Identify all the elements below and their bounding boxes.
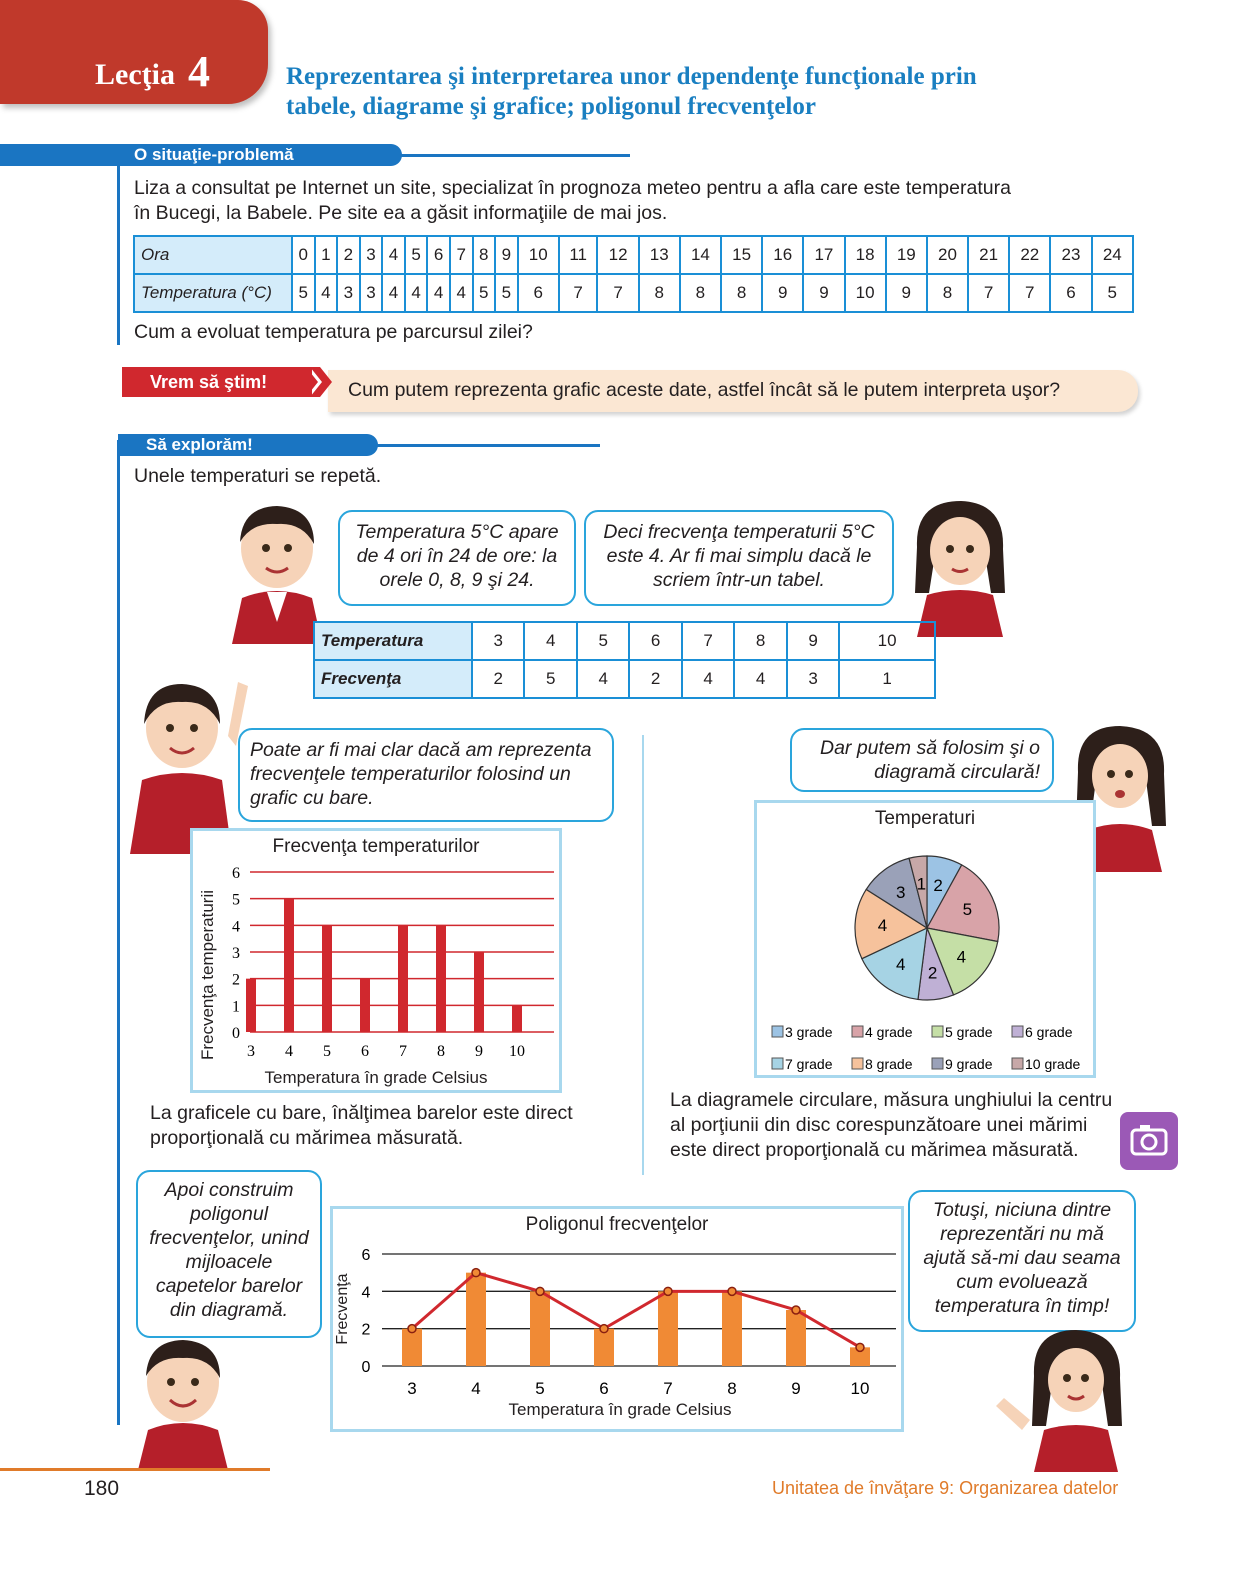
- freq-value-cell: 2: [472, 660, 524, 698]
- temp-cell: 5: [473, 274, 496, 312]
- bar: [474, 952, 484, 1032]
- bubble-boy-2: Poate ar fi mai clar dacă am reprezenta frecvenţele temperaturilor folosind un grafic cu bare.: [238, 728, 614, 822]
- bar: [466, 1273, 486, 1366]
- polygon-chart-xlabel: Temperatura în grade Celsius: [508, 1400, 732, 1419]
- freq-temp-cell: 4: [524, 622, 576, 660]
- problem-text: [134, 176, 1134, 226]
- temp-cell: 5: [1092, 274, 1133, 312]
- bubble-girl-2: Dar putem să folosim şi o diagramă circulară!: [790, 728, 1054, 792]
- page-number: 180: [84, 1477, 120, 1500]
- freq-head-frequency: Frecvenţa: [314, 660, 472, 698]
- bar: [402, 1329, 422, 1366]
- table-head-ora: Ora: [134, 236, 292, 274]
- hour-cell: 5: [405, 236, 428, 274]
- chevrons-icon: [296, 367, 340, 397]
- y-tick-label: 4: [361, 1284, 371, 1302]
- polygon-point: [472, 1269, 480, 1277]
- polygon-point: [408, 1325, 416, 1333]
- bar: [360, 979, 370, 1032]
- temp-cell: 4: [427, 274, 450, 312]
- x-tick-label: 7: [399, 1043, 407, 1060]
- freq-head-temperature: Temperatura: [314, 622, 472, 660]
- freq-temp-cell: 5: [577, 622, 629, 660]
- legend-label: 7 grade: [785, 1056, 833, 1072]
- hour-cell: 4: [382, 236, 405, 274]
- legend-label: 6 grade: [1025, 1024, 1073, 1040]
- freq-temp-cell: 6: [629, 622, 681, 660]
- hour-temp-table: [133, 235, 1134, 313]
- pie-slice-label: 2: [927, 963, 938, 983]
- legend-swatch: [772, 1058, 783, 1069]
- pie-slice-label: 4: [877, 916, 888, 936]
- y-tick-label: 0: [361, 1359, 371, 1376]
- temp-cell: 9: [803, 274, 844, 312]
- section-label: O situaţie-problemă: [0, 144, 402, 166]
- freq-value-cell: 3: [787, 660, 839, 698]
- bar-chart: [190, 828, 562, 1093]
- bar-chart-ylabel: Frecvenţa temperaturii: [198, 889, 217, 1061]
- hour-cell: 7: [450, 236, 473, 274]
- y-tick-label: 4: [232, 918, 240, 936]
- temp-cell: 7: [559, 274, 598, 312]
- temp-cell: 7: [1009, 274, 1050, 312]
- x-tick-label: 10: [509, 1043, 525, 1060]
- hour-cell: 1: [315, 236, 338, 274]
- x-tick-label: 10: [850, 1379, 870, 1398]
- problem-line-2: în Bucegi, la Babele. Pe site ea a găsit informaţiile de mai jos.: [134, 202, 668, 224]
- column-divider: [642, 735, 644, 1175]
- footer-line: [0, 1468, 270, 1471]
- polygon-chart-ylabel: Frecvenţa: [334, 1273, 351, 1345]
- legend-swatch: [932, 1026, 943, 1037]
- temp-cell: 4: [405, 274, 428, 312]
- bar: [530, 1291, 550, 1366]
- freq-temp-cell: 10: [839, 622, 935, 660]
- bar: [246, 979, 256, 1032]
- hour-cell: 24: [1092, 236, 1133, 274]
- x-tick-label: 9: [791, 1379, 801, 1398]
- temp-cell: 3: [360, 274, 383, 312]
- hour-cell: 19: [886, 236, 927, 274]
- temp-cell: 8: [680, 274, 721, 312]
- y-tick-label: 2: [232, 971, 240, 989]
- page-title: [286, 62, 1186, 122]
- hour-cell: 23: [1050, 236, 1091, 274]
- girl-illustration: [905, 497, 1015, 637]
- bar: [284, 899, 294, 1032]
- freq-temp-cell: 9: [787, 622, 839, 660]
- bar-chart-note: La graficele cu bare, înălţimea barelor este direct proporţională cu mărimea măsurată.: [150, 1102, 573, 1149]
- freq-value-cell: 4: [682, 660, 734, 698]
- legend-swatch: [1012, 1026, 1023, 1037]
- bar: [594, 1329, 614, 1366]
- hour-cell: 22: [1009, 236, 1050, 274]
- x-tick-label: 9: [475, 1043, 483, 1060]
- temp-cell: 7: [968, 274, 1009, 312]
- problem-line-1: Liza a consultat pe Internet un site, specializat în prognoza meteo pentru a afla care este temperatura: [134, 177, 1011, 199]
- hour-cell: 3: [360, 236, 383, 274]
- bar: [722, 1291, 742, 1366]
- temp-cell: 7: [597, 274, 638, 312]
- problem-question: Cum a evoluat temperatura pe parcursul zilei?: [134, 321, 533, 343]
- polygon-point: [536, 1287, 544, 1295]
- temp-cell: 8: [721, 274, 762, 312]
- title-line-1: Reprezentarea şi interpretarea unor dependenţe funcţionale prin: [286, 63, 977, 90]
- legend-label: 5 grade: [945, 1024, 993, 1040]
- section-rule-2: [117, 440, 120, 1425]
- freq-value-cell: 1: [839, 660, 935, 698]
- freq-value-cell: 4: [577, 660, 629, 698]
- x-tick-label: 4: [471, 1379, 481, 1398]
- freq-temp-cell: 7: [682, 622, 734, 660]
- hour-cell: 14: [680, 236, 721, 274]
- temp-cell: 10: [845, 274, 886, 312]
- polygon-point: [600, 1325, 608, 1333]
- legend-swatch: [852, 1058, 863, 1069]
- bar-chart-title: Frecvenţa temperaturilor: [272, 836, 480, 857]
- hour-cell: 18: [845, 236, 886, 274]
- temp-cell: 9: [886, 274, 927, 312]
- polygon-point: [728, 1287, 736, 1295]
- temp-cell: 3: [337, 274, 360, 312]
- temp-cell: 6: [1050, 274, 1091, 312]
- bar: [436, 925, 446, 1032]
- legend-swatch: [932, 1058, 943, 1069]
- x-tick-label: 4: [285, 1043, 293, 1060]
- legend-swatch: [852, 1026, 863, 1037]
- y-tick-label: 1: [232, 998, 240, 1016]
- bubble-boy-3: Apoi construim poligonul frecvenţelor, unind mijloacele capetelor barelor din diagramă.: [136, 1170, 322, 1338]
- x-tick-label: 8: [437, 1043, 445, 1060]
- pie-slice-label: 4: [896, 955, 906, 975]
- temp-cell: 9: [762, 274, 803, 312]
- hour-cell: 11: [559, 236, 598, 274]
- y-tick-label: 3: [232, 945, 240, 962]
- hour-cell: 20: [927, 236, 968, 274]
- freq-temp-cell: 8: [734, 622, 786, 660]
- legend-label: 9 grade: [945, 1056, 993, 1072]
- bar: [786, 1310, 806, 1366]
- pie-chart: [754, 800, 1096, 1078]
- temp-cell: 4: [450, 274, 473, 312]
- hour-cell: 13: [639, 236, 680, 274]
- hour-cell: 6: [427, 236, 450, 274]
- x-tick-label: 6: [361, 1043, 369, 1060]
- temp-cell: 5: [292, 274, 315, 312]
- bar-chart-xlabel: Temperatura în grade Celsius: [264, 1068, 488, 1087]
- legend-label: 8 grade: [865, 1056, 913, 1072]
- x-tick-label: 7: [663, 1379, 673, 1398]
- legend-swatch: [772, 1026, 783, 1037]
- pie-slice-label: 4: [956, 947, 967, 967]
- hour-cell: 8: [473, 236, 496, 274]
- table-head-temperature: Temperatura (°C): [134, 274, 292, 312]
- temp-cell: 4: [382, 274, 405, 312]
- temp-cell: 6: [518, 274, 559, 312]
- frequency-table: [313, 621, 936, 699]
- pie-chart-title: Temperaturi: [874, 808, 976, 829]
- title-line-2: tabele, diagrame şi grafice; poligonul frecvenţelor: [286, 93, 816, 120]
- bubble-boy-1: Temperatura 5°C apare de 4 ori în 24 de ore: la orele 0, 8, 9 şi 24.: [338, 510, 576, 606]
- hour-cell: 21: [968, 236, 1009, 274]
- x-tick-label: 3: [407, 1379, 417, 1398]
- lesson-word: Lecţia: [95, 58, 175, 91]
- freq-value-cell: 2: [629, 660, 681, 698]
- freq-value-cell: 5: [524, 660, 576, 698]
- hour-cell: 15: [721, 236, 762, 274]
- y-tick-label: 6: [361, 1247, 371, 1264]
- bar: [398, 925, 408, 1032]
- polygon-chart-title: Poligonul frecvenţelor: [525, 1214, 709, 1235]
- bubble-girl-1: Deci frecvenţa temperaturii 5°C este 4. Ar fi mai simplu dacă le scriem într-un tabel.: [584, 510, 894, 606]
- lesson-number: 4: [188, 47, 210, 96]
- hour-cell: 10: [518, 236, 559, 274]
- x-tick-label: 3: [247, 1043, 255, 1060]
- pie-slice-label: 1: [916, 874, 927, 894]
- polygon-point: [664, 1287, 672, 1295]
- hour-cell: 0: [292, 236, 315, 274]
- y-tick-label: 6: [232, 865, 240, 882]
- x-tick-label: 5: [535, 1379, 545, 1398]
- legend-label: 10 grade: [1025, 1056, 1081, 1072]
- y-tick-label: 2: [361, 1321, 371, 1339]
- polygon-point: [856, 1343, 864, 1351]
- hour-cell: 9: [495, 236, 518, 274]
- unit-title: Unitatea de învăţare 9: Organizarea datelor: [772, 1478, 1119, 1498]
- want-to-know-label: Vrem să ştim!: [122, 367, 312, 397]
- explore-intro: Unele temperaturi se repetă.: [134, 465, 382, 487]
- bar: [658, 1291, 678, 1366]
- x-tick-label: 6: [599, 1379, 609, 1398]
- pie-slice-label: 2: [933, 875, 943, 895]
- temp-cell: 8: [927, 274, 968, 312]
- bubble-girl-3: Totuşi, niciuna dintre reprezentări nu mă ajută să-mi dau seama cum evoluează temperatura în timp!: [908, 1190, 1136, 1332]
- y-tick-label: 5: [232, 891, 240, 909]
- bar: [512, 1005, 522, 1032]
- y-tick-label: 0: [232, 1025, 240, 1042]
- legend-label: 4 grade: [865, 1024, 913, 1040]
- x-tick-label: 5: [323, 1043, 331, 1060]
- x-tick-label: 8: [727, 1379, 737, 1398]
- camera-glyph: [1120, 1112, 1178, 1170]
- hour-cell: 17: [803, 236, 844, 274]
- freq-value-cell: 4: [734, 660, 786, 698]
- pie-slice-label: 5: [962, 899, 973, 919]
- legend-label: 3 grade: [785, 1024, 833, 1040]
- temp-cell: 5: [495, 274, 518, 312]
- pie-chart-note: La diagramele circulare, măsura unghiului la centru al porţiunii din disc corespunzătoare unei mărimi este direct proporţională cu mărimea măsurată.: [670, 1089, 1113, 1161]
- question-banner: Cum putem reprezenta grafic aceste date, astfel încât să le putem interpreta uşor?: [328, 370, 1138, 412]
- legend-swatch: [1012, 1058, 1023, 1069]
- hour-cell: 12: [597, 236, 638, 274]
- polygon-point: [792, 1306, 800, 1314]
- bar: [322, 925, 332, 1032]
- camera-icon[interactable]: [1120, 1112, 1178, 1170]
- section-label-2: Să explorăm!: [118, 434, 378, 456]
- boy-smiling-illustration: [128, 1336, 238, 1470]
- freq-temp-cell: 3: [472, 622, 524, 660]
- polygon-chart: [330, 1206, 904, 1432]
- girl-explaining-illustration: [996, 1326, 1142, 1472]
- temp-cell: 8: [639, 274, 680, 312]
- hour-cell: 16: [762, 236, 803, 274]
- section-rule: [117, 150, 120, 345]
- hour-cell: 2: [337, 236, 360, 274]
- pie-slice-label: 3: [896, 882, 906, 902]
- temp-cell: 4: [315, 274, 338, 312]
